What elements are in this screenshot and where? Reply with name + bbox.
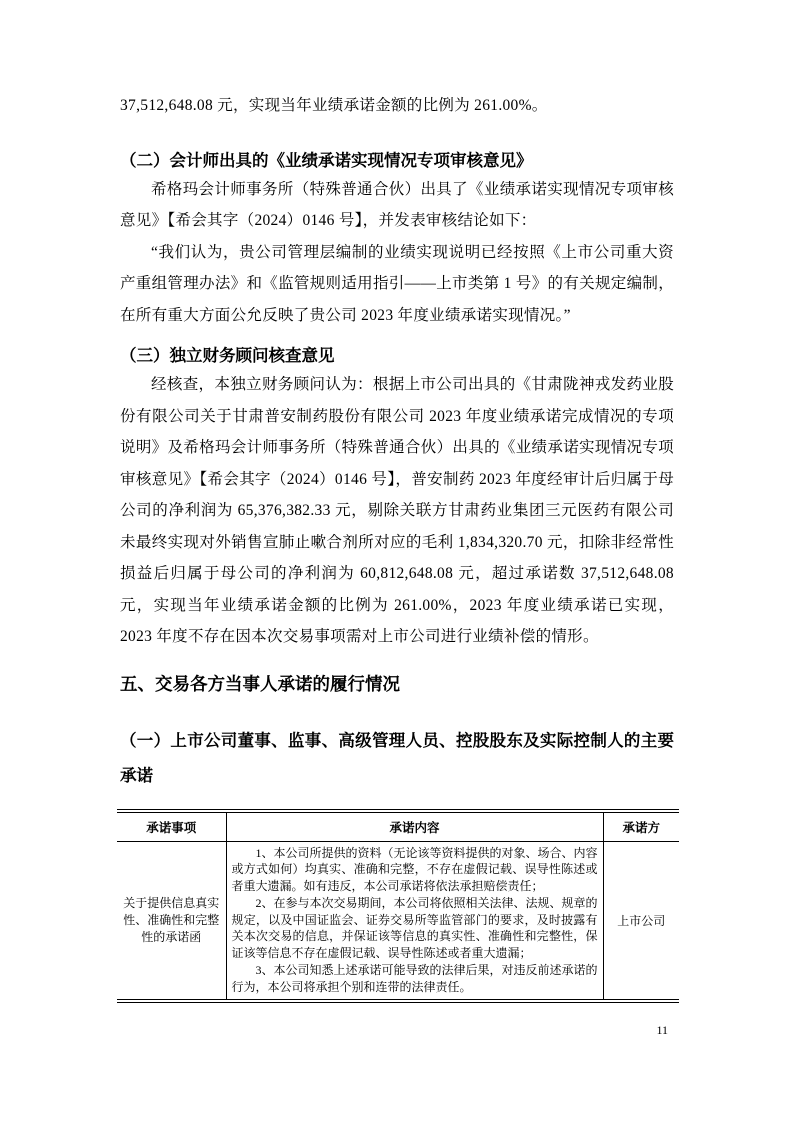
paragraph-audit-conclusion-quote: “我们认为，贵公司管理层编制的业绩实现说明已经按照《上市公司重大资产重组管理办法》和《监管规则适用指引——上市类第 1 号》的有关规定编制，在所有重大方面公允反映了贵公司 2023 年度业绩承诺实现情况。” (120, 243, 674, 324)
column-header-commitment-item: 承诺事项 (117, 811, 226, 842)
commitment-clause-1: 1、本公司所提供的资料（无论该等资料提供的对象、场合、内容或方式如何）均真实、准确和完整，不存在虚假记载、误导性陈述或者重大遗漏。如有违反，本公司承诺将依法承担赔偿责任； (231, 845, 598, 894)
cell-commitment-content (226, 841, 603, 1001)
column-header-commitment-content: 承诺内容 (226, 811, 603, 842)
cell-commitment-item: 关于提供信息真实性、准确性和完整性的承诺函 (123, 895, 220, 944)
cell-commitment-party: 上市公司 (603, 841, 679, 1001)
commitment-clause-2: 2、在参与本次交易期间，本公司将依照相关法律、法规、规章的规定，以及中国证监会、证券交易所等监管部门的要求，及时披露有关本次交易的信息，并保证该等信息的真实性、准确性和完整性，保证该等信息不存在虚假记载、误导性陈述或者重大遗漏； (231, 895, 598, 961)
paragraph-advisor-verification: 经核查，本独立财务顾问认为：根据上市公司出具的《甘肃陇神戎发药业股份有限公司关于甘肃普安制药股份有限公司 2023 年度业绩承诺完成情况的专项说明》及希格玛会计师事务所（特殊普通合伙）出具的《业绩承诺实现情况专项审核意见》【希会其字（2024）0146 号】，普安制药 2023 年度经审计后归属于母公司的净利润为 65,376,382.33 元，剔除关联方甘肃药业集团三元医药有限公司未最终实现对外销售宣肺止嗽合剂所对应的毛利 1,834,320.70 元，扣除非经常性损益后归属于母公司的净利润为 60,812,648.08 元，超过承诺数 37,512,648.08 元，实现当年业绩承诺金额的比例为 261.00%，2023 年度业绩承诺已实现，2023 年度不存在因本次交易事项需对上市公司进行业绩补偿的情形。 (120, 376, 674, 645)
heading-section-5-1-major-commitments: （一）上市公司董事、监事、高级管理人员、控股股东及实际控制人的主要承诺 (120, 731, 674, 785)
commitments-table (117, 809, 679, 1003)
paragraph-performance-ratio: 37,512,648.08 元，实现当年业绩承诺金额的比例为 261.00%。 (120, 97, 548, 114)
column-header-commitment-party: 承诺方 (603, 811, 679, 842)
heading-section-5-commitments: 五、交易各方当事人承诺的履行情况 (120, 673, 400, 694)
page-number: 11 (656, 1022, 668, 1037)
heading-section-2-accountant-opinion: （二）会计师出具的《业绩承诺实现情况专项审核意见》 (120, 151, 533, 170)
paragraph-auditor-report: 希格玛会计师事务所（特殊普通合伙）出具了《业绩承诺实现情况专项审核意见》【希会其字（2024）0146 号】，并发表审核结论如下： (120, 180, 674, 229)
table-header-row (117, 811, 679, 842)
heading-section-3-advisor-opinion: （三）独立财务顾问核查意见 (120, 347, 335, 365)
commitment-clause-3: 3、本公司知悉上述承诺可能导致的法律后果，对违反前述承诺的行为，本公司将承担个别和连带的法律责任。 (231, 963, 598, 994)
table-row (117, 841, 679, 1001)
